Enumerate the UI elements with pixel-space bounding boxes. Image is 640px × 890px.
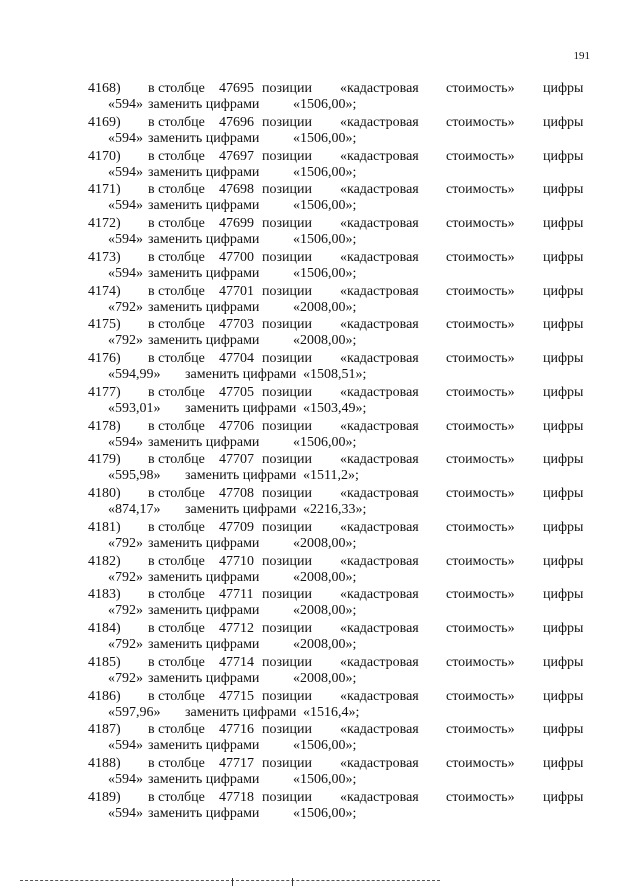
old-value: «594»	[108, 130, 143, 146]
new-value: «1506,00»;	[293, 738, 357, 754]
old-value: «594»	[108, 805, 143, 821]
column-number: 47709	[219, 519, 254, 535]
item-number: 4174)	[88, 283, 121, 299]
cost-label: стоимость»	[446, 756, 515, 771]
amendment-line-2	[0, 704, 640, 721]
amendment-line-1	[0, 586, 640, 603]
amendment-line-1	[0, 451, 640, 468]
amendment-item	[0, 620, 640, 654]
item-number: 4182)	[88, 553, 121, 569]
amendment-item	[0, 755, 640, 789]
replace-label: заменить цифрами	[148, 535, 260, 551]
old-value: «792»	[108, 535, 143, 551]
cost-label: стоимость»	[446, 384, 515, 400]
position-label: позиции	[262, 384, 312, 400]
amendment-line-1	[0, 316, 640, 333]
new-value: «1506,00»;	[293, 130, 357, 146]
column-number: 47695	[219, 81, 254, 96]
old-value: «594»	[108, 265, 143, 281]
old-value: «792»	[108, 569, 143, 585]
item-number: 4188)	[88, 756, 121, 771]
cadastral-label: «кадастровая	[340, 351, 419, 366]
cadastral-label: «кадастровая	[340, 249, 419, 265]
amendment-line-1	[0, 249, 640, 266]
old-value: «594»	[108, 772, 143, 787]
item-number: 4189)	[88, 789, 121, 805]
column-number: 47716	[219, 722, 254, 738]
column-number: 47711	[219, 587, 254, 603]
amendment-line-2	[0, 231, 640, 248]
digits-label: цифры	[543, 81, 584, 96]
amendment-line-2	[0, 771, 640, 788]
position-label: позиции	[262, 688, 312, 704]
in-column-label: в столбце	[148, 114, 205, 130]
old-value: «595,98»	[108, 468, 161, 484]
in-column-label: в столбце	[148, 789, 205, 805]
new-value: «2008,00»;	[293, 333, 357, 349]
amendment-list	[0, 80, 640, 823]
amendment-item	[0, 215, 640, 249]
amendment-item	[0, 283, 640, 317]
amendment-line-1	[0, 654, 640, 671]
column-number: 47699	[219, 216, 254, 231]
digits-label: цифры	[543, 249, 584, 265]
digits-label: цифры	[543, 182, 584, 198]
new-value: «2008,00»;	[293, 299, 357, 315]
new-value: «1506,00»;	[293, 97, 357, 112]
cost-label: стоимость»	[446, 182, 515, 198]
old-value: «792»	[108, 603, 143, 619]
in-column-label: в столбце	[148, 756, 205, 771]
in-column-label: в столбце	[148, 249, 205, 265]
amendment-item	[0, 721, 640, 755]
position-label: позиции	[262, 114, 312, 130]
digits-label: цифры	[543, 384, 584, 400]
amendment-line-2	[0, 670, 640, 687]
old-value: «594»	[108, 232, 143, 247]
in-column-label: в столбце	[148, 148, 205, 164]
digits-label: цифры	[543, 587, 584, 603]
new-value: «2216,33»;	[303, 502, 367, 517]
amendment-line-2	[0, 636, 640, 653]
cost-label: стоимость»	[446, 587, 515, 603]
cost-label: стоимость»	[446, 654, 515, 670]
digits-label: цифры	[543, 486, 584, 501]
cost-label: стоимость»	[446, 722, 515, 738]
new-value: «1511,2»;	[303, 468, 359, 484]
amendment-item	[0, 519, 640, 553]
amendment-item	[0, 418, 640, 452]
amendment-item	[0, 148, 640, 182]
footer-tick-left	[232, 878, 233, 886]
amendment-item	[0, 789, 640, 823]
item-number: 4173)	[88, 249, 121, 265]
amendment-item	[0, 654, 640, 688]
amendment-line-1	[0, 519, 640, 536]
position-label: позиции	[262, 182, 312, 198]
cadastral-label: «кадастровая	[340, 182, 419, 198]
amendment-line-2	[0, 737, 640, 754]
replace-label: заменить цифрами	[185, 400, 297, 416]
column-number: 47704	[219, 351, 254, 366]
replace-label: заменить цифрами	[185, 502, 297, 517]
cadastral-label: «кадастровая	[340, 789, 419, 805]
new-value: «2008,00»;	[293, 535, 357, 551]
position-label: позиции	[262, 81, 312, 96]
amendment-line-1	[0, 114, 640, 131]
digits-label: цифры	[543, 148, 584, 164]
item-number: 4178)	[88, 418, 121, 434]
cadastral-label: «кадастровая	[340, 688, 419, 704]
position-label: позиции	[262, 249, 312, 265]
cost-label: стоимость»	[446, 283, 515, 299]
amendment-line-2	[0, 535, 640, 552]
replace-label: заменить цифрами	[185, 468, 297, 484]
new-value: «2008,00»;	[293, 670, 357, 686]
amendment-line-2	[0, 164, 640, 181]
item-number: 4179)	[88, 452, 121, 468]
amendment-line-1	[0, 80, 640, 97]
position-label: позиции	[262, 789, 312, 805]
column-number: 47698	[219, 182, 254, 198]
amendment-item	[0, 80, 640, 114]
replace-label: заменить цифрами	[148, 164, 260, 180]
item-number: 4180)	[88, 486, 121, 501]
position-label: позиции	[262, 519, 312, 535]
position-label: позиции	[262, 654, 312, 670]
amendment-line-1	[0, 418, 640, 435]
digits-label: цифры	[543, 418, 584, 434]
position-label: позиции	[262, 621, 312, 636]
cost-label: стоимость»	[446, 148, 515, 164]
digits-label: цифры	[543, 789, 584, 805]
cadastral-label: «кадастровая	[340, 756, 419, 771]
in-column-label: в столбце	[148, 182, 205, 198]
amendment-line-1	[0, 350, 640, 367]
position-label: позиции	[262, 452, 312, 468]
column-number: 47696	[219, 114, 254, 130]
amendment-item	[0, 316, 640, 350]
position-label: позиции	[262, 553, 312, 569]
cadastral-label: «кадастровая	[340, 81, 419, 96]
amendment-line-1	[0, 148, 640, 165]
position-label: позиции	[262, 283, 312, 299]
digits-label: цифры	[543, 688, 584, 704]
replace-label: заменить цифрами	[148, 130, 260, 146]
amendment-item	[0, 181, 640, 215]
amendment-line-2	[0, 265, 640, 282]
new-value: «1506,00»;	[293, 434, 357, 450]
new-value: «1506,00»;	[293, 198, 357, 214]
cost-label: стоимость»	[446, 789, 515, 805]
in-column-label: в столбце	[148, 283, 205, 299]
position-label: позиции	[262, 216, 312, 231]
amendment-line-2	[0, 569, 640, 586]
cadastral-label: «кадастровая	[340, 621, 419, 636]
digits-label: цифры	[543, 317, 584, 333]
replace-label: заменить цифрами	[148, 738, 260, 754]
cadastral-label: «кадастровая	[340, 384, 419, 400]
amendment-item	[0, 350, 640, 384]
amendment-line-1	[0, 485, 640, 502]
item-number: 4168)	[88, 81, 121, 96]
old-value: «792»	[108, 637, 143, 652]
in-column-label: в столбце	[148, 418, 205, 434]
old-value: «594,99»	[108, 367, 161, 382]
column-number: 47710	[219, 553, 254, 569]
item-number: 4169)	[88, 114, 121, 130]
amendment-item	[0, 114, 640, 148]
digits-label: цифры	[543, 114, 584, 130]
item-number: 4172)	[88, 216, 121, 231]
old-value: «792»	[108, 670, 143, 686]
in-column-label: в столбце	[148, 486, 205, 501]
item-number: 4186)	[88, 688, 121, 704]
amendment-item	[0, 384, 640, 418]
digits-label: цифры	[543, 654, 584, 670]
digits-label: цифры	[543, 283, 584, 299]
column-number: 47715	[219, 688, 254, 704]
column-number: 47701	[219, 283, 254, 299]
item-number: 4170)	[88, 148, 121, 164]
cadastral-label: «кадастровая	[340, 587, 419, 603]
amendment-line-2	[0, 332, 640, 349]
position-label: позиции	[262, 587, 312, 603]
amendment-line-1	[0, 384, 640, 401]
new-value: «1506,00»;	[293, 164, 357, 180]
cadastral-label: «кадастровая	[340, 519, 419, 535]
amendment-line-1	[0, 553, 640, 570]
amendment-line-1	[0, 181, 640, 198]
position-label: позиции	[262, 148, 312, 164]
old-value: «594»	[108, 164, 143, 180]
digits-label: цифры	[543, 621, 584, 636]
amendment-line-2	[0, 501, 640, 518]
cost-label: стоимость»	[446, 249, 515, 265]
new-value: «1503,49»;	[303, 400, 367, 416]
new-value: «1506,00»;	[293, 232, 357, 247]
old-value: «792»	[108, 299, 143, 315]
column-number: 47708	[219, 486, 254, 501]
amendment-line-1	[0, 721, 640, 738]
new-value: «1516,4»;	[303, 704, 360, 720]
cadastral-label: «кадастровая	[340, 418, 419, 434]
cost-label: стоимость»	[446, 216, 515, 231]
digits-label: цифры	[543, 216, 584, 231]
cadastral-label: «кадастровая	[340, 654, 419, 670]
column-number: 47705	[219, 384, 254, 400]
column-number: 47700	[219, 249, 254, 265]
page-number: 191	[573, 50, 590, 62]
new-value: «2008,00»;	[293, 603, 357, 619]
footer-tick-right	[292, 878, 293, 886]
amendment-line-1	[0, 283, 640, 300]
in-column-label: в столбце	[148, 553, 205, 569]
position-label: позиции	[262, 486, 312, 501]
item-number: 4187)	[88, 722, 121, 738]
in-column-label: в столбце	[148, 519, 205, 535]
cadastral-label: «кадастровая	[340, 114, 419, 130]
cost-label: стоимость»	[446, 553, 515, 569]
digits-label: цифры	[543, 553, 584, 569]
replace-label: заменить цифрами	[148, 772, 260, 787]
replace-label: заменить цифрами	[148, 232, 260, 247]
new-value: «1508,51»;	[303, 367, 367, 382]
cadastral-label: «кадастровая	[340, 283, 419, 299]
old-value: «594»	[108, 198, 143, 214]
amendment-line-2	[0, 366, 640, 383]
digits-label: цифры	[543, 351, 584, 366]
replace-label: заменить цифрами	[148, 569, 260, 585]
in-column-label: в столбце	[148, 452, 205, 468]
new-value: «1506,00»;	[293, 265, 357, 281]
cadastral-label: «кадастровая	[340, 722, 419, 738]
replace-label: заменить цифрами	[148, 603, 260, 619]
column-number: 47707	[219, 452, 254, 468]
digits-label: цифры	[543, 519, 584, 535]
column-number: 47712	[219, 621, 254, 636]
cadastral-label: «кадастровая	[340, 148, 419, 164]
item-number: 4171)	[88, 182, 121, 198]
cost-label: стоимость»	[446, 486, 515, 501]
column-number: 47718	[219, 789, 254, 805]
replace-label: заменить цифрами	[148, 434, 260, 450]
amendment-line-2	[0, 434, 640, 451]
column-number: 47714	[219, 654, 254, 670]
in-column-label: в столбце	[148, 688, 205, 704]
old-value: «594»	[108, 434, 143, 450]
replace-label: заменить цифрами	[148, 97, 260, 112]
amendment-line-1	[0, 620, 640, 637]
amendment-line-2	[0, 130, 640, 147]
old-value: «594»	[108, 738, 143, 754]
cadastral-label: «кадастровая	[340, 216, 419, 231]
cost-label: стоимость»	[446, 418, 515, 434]
cost-label: стоимость»	[446, 351, 515, 366]
amendment-line-1	[0, 789, 640, 806]
replace-label: заменить цифрами	[148, 637, 260, 652]
old-value: «792»	[108, 333, 143, 349]
item-number: 4183)	[88, 587, 121, 603]
amendment-line-2	[0, 299, 640, 316]
amendment-line-2	[0, 805, 640, 822]
digits-label: цифры	[543, 722, 584, 738]
amendment-line-2	[0, 467, 640, 484]
replace-label: заменить цифрами	[148, 265, 260, 281]
replace-label: заменить цифрами	[148, 670, 260, 686]
position-label: позиции	[262, 756, 312, 771]
position-label: позиции	[262, 351, 312, 366]
cost-label: стоимость»	[446, 688, 515, 704]
amendment-line-1	[0, 688, 640, 705]
digits-label: цифры	[543, 452, 584, 468]
item-number: 4185)	[88, 654, 121, 670]
digits-label: цифры	[543, 756, 584, 771]
cost-label: стоимость»	[446, 519, 515, 535]
footer-divider	[20, 880, 440, 881]
position-label: позиции	[262, 317, 312, 333]
in-column-label: в столбце	[148, 81, 205, 96]
amendment-line-2	[0, 197, 640, 214]
new-value: «1506,00»;	[293, 772, 357, 787]
cadastral-label: «кадастровая	[340, 486, 419, 501]
amendment-line-2	[0, 400, 640, 417]
column-number: 47706	[219, 418, 254, 434]
in-column-label: в столбце	[148, 722, 205, 738]
in-column-label: в столбце	[148, 317, 205, 333]
amendment-line-2	[0, 602, 640, 619]
replace-label: заменить цифрами	[185, 367, 297, 382]
item-number: 4181)	[88, 519, 121, 535]
amendment-line-1	[0, 215, 640, 232]
column-number: 47697	[219, 148, 254, 164]
cost-label: стоимость»	[446, 81, 515, 96]
column-number: 47717	[219, 756, 254, 771]
in-column-label: в столбце	[148, 216, 205, 231]
replace-label: заменить цифрами	[148, 805, 260, 821]
cost-label: стоимость»	[446, 317, 515, 333]
amendment-line-2	[0, 96, 640, 113]
replace-label: заменить цифрами	[185, 704, 297, 720]
in-column-label: в столбце	[148, 384, 205, 400]
new-value: «2008,00»;	[293, 569, 357, 585]
amendment-item	[0, 451, 640, 485]
old-value: «594»	[108, 97, 143, 112]
replace-label: заменить цифрами	[148, 198, 260, 214]
replace-label: заменить цифрами	[148, 299, 260, 315]
cost-label: стоимость»	[446, 452, 515, 468]
cadastral-label: «кадастровая	[340, 553, 419, 569]
in-column-label: в столбце	[148, 587, 205, 603]
item-number: 4176)	[88, 351, 121, 366]
cadastral-label: «кадастровая	[340, 452, 419, 468]
old-value: «593,01»	[108, 400, 161, 416]
in-column-label: в столбце	[148, 621, 205, 636]
column-number: 47703	[219, 317, 254, 333]
cost-label: стоимость»	[446, 114, 515, 130]
item-number: 4177)	[88, 384, 121, 400]
cost-label: стоимость»	[446, 621, 515, 636]
in-column-label: в столбце	[148, 351, 205, 366]
amendment-item	[0, 586, 640, 620]
position-label: позиции	[262, 722, 312, 738]
new-value: «1506,00»;	[293, 805, 357, 821]
item-number: 4184)	[88, 621, 121, 636]
amendment-item	[0, 249, 640, 283]
old-value: «874,17»	[108, 502, 161, 517]
in-column-label: в столбце	[148, 654, 205, 670]
item-number: 4175)	[88, 317, 121, 333]
cadastral-label: «кадастровая	[340, 317, 419, 333]
replace-label: заменить цифрами	[148, 333, 260, 349]
amendment-item	[0, 553, 640, 587]
old-value: «597,96»	[108, 704, 161, 720]
position-label: позиции	[262, 418, 312, 434]
amendment-item	[0, 688, 640, 722]
amendment-line-1	[0, 755, 640, 772]
amendment-item	[0, 485, 640, 519]
new-value: «2008,00»;	[293, 637, 357, 652]
